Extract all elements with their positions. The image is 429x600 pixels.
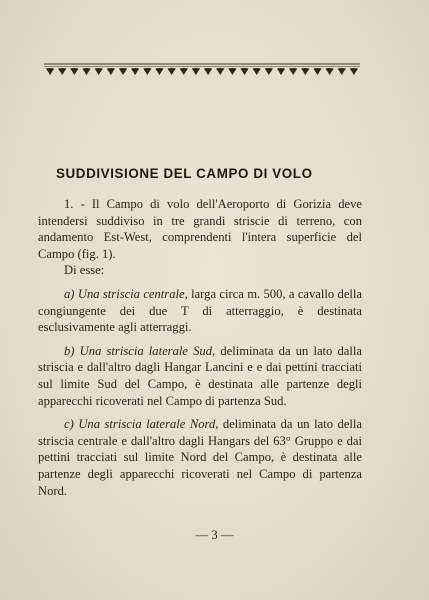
ornament-motif bbox=[313, 68, 321, 75]
paragraph-a-text: larga circa m. 500, a cavallo della congiungente dei due T di atterraggio, è destinata esclusivamente agli atterraggi. bbox=[38, 286, 363, 335]
ornament-motif bbox=[204, 68, 212, 75]
ornament-motif bbox=[277, 68, 285, 75]
ornament-motif bbox=[180, 68, 188, 75]
body-text bbox=[38, 196, 362, 499]
ornament-motif bbox=[143, 68, 151, 75]
ornament-motif bbox=[216, 68, 224, 75]
ornament-motif bbox=[46, 68, 54, 75]
paragraph-c bbox=[38, 416, 362, 499]
paragraph-c-text: deliminata da un lato della striscia centrale e dall'altro dagli Hangars del 63° Gruppo e dai pettini tracciati sul limite Nord del Campo, è destinata alle partenze degli apparecchi ricoverati nel Campo di partenza Nord. bbox=[38, 417, 362, 498]
paragraph-b bbox=[38, 343, 362, 409]
paragraph-1: 1. - Il Campo di volo dell'Aeroporto di Gorizia deve intendersi suddiviso in tre grandi striscie di terreno, con andamento Est-West, comprendenti l'intera superficie del Campo (fig. 1). bbox=[38, 197, 362, 261]
ornament-motif bbox=[289, 68, 297, 75]
ornament-motif bbox=[107, 68, 115, 75]
ornament-motif bbox=[119, 68, 127, 75]
decorative-border-ornament bbox=[44, 62, 360, 78]
ornament-motif bbox=[350, 68, 358, 75]
section-heading: SUDDIVISIONE DEL CAMPO DI VOLO bbox=[56, 166, 313, 181]
ornament-motif bbox=[70, 68, 78, 75]
paragraph-c-marker: c) bbox=[64, 417, 74, 432]
paragraph-a-marker: a) bbox=[64, 286, 75, 301]
ornament-motif bbox=[325, 68, 333, 75]
paragraph-a-emphasis: Una striscia centrale, bbox=[77, 286, 188, 301]
paragraph-b-marker: b) bbox=[64, 343, 75, 358]
ornament-motif bbox=[167, 68, 175, 75]
ornament-motif bbox=[131, 68, 139, 75]
ornament-motif bbox=[155, 68, 163, 75]
ornament-motif bbox=[94, 68, 102, 75]
ornament-motif bbox=[252, 68, 260, 75]
paragraph-b-emphasis: Una striscia laterale Sud, bbox=[79, 343, 216, 358]
ornament-motif bbox=[82, 68, 90, 75]
paragraph-a bbox=[38, 286, 362, 336]
paragraph-c-emphasis: Una striscia laterale Nord, bbox=[78, 417, 219, 432]
paragraph-2: Di esse: bbox=[64, 263, 105, 278]
page-number: — 3 — bbox=[195, 528, 234, 542]
paragraph-b-text: deliminata da un lato dalla striscia e dall'altro dagli Hangar Lancini e e dai pettini tracciati sul limite Sud del Campo, è destinata alle partenze degli apparecchi ricoverati nel Campo di partenza Sud. bbox=[38, 343, 362, 408]
ornament-motif bbox=[192, 68, 200, 75]
ornament-motif bbox=[240, 68, 248, 75]
ornament-motif bbox=[338, 68, 346, 75]
ornament-motif bbox=[265, 68, 273, 75]
ornament-motif bbox=[301, 68, 309, 75]
ornament-motif bbox=[58, 68, 66, 75]
ornament-motif bbox=[228, 68, 236, 75]
